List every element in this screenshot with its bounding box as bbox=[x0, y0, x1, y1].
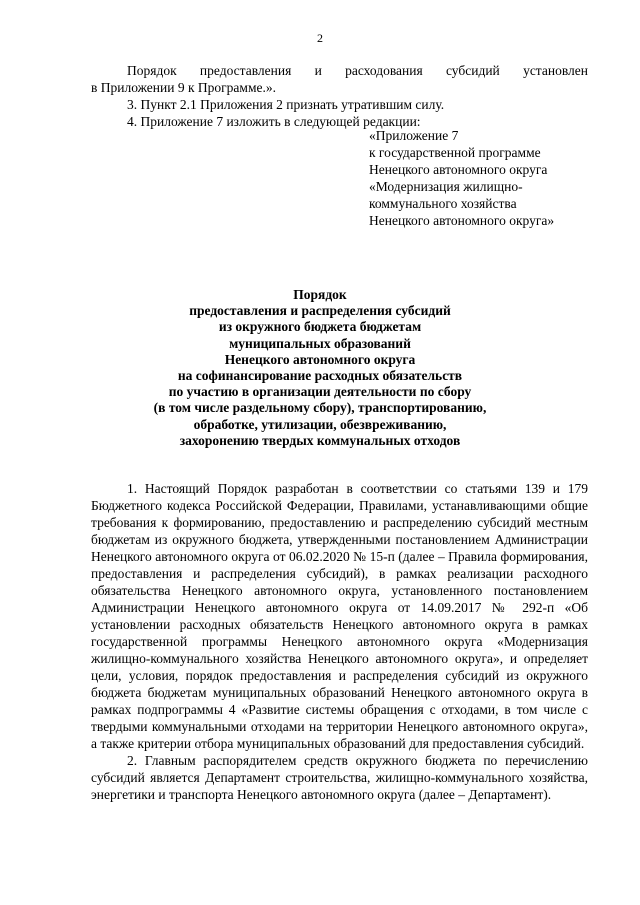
appendix-header-line: коммунального хозяйства bbox=[369, 196, 517, 211]
main-text bbox=[91, 480, 588, 803]
title-line: на софинансирование расходных обязательств bbox=[177, 368, 463, 384]
intro-line-2: в Приложении 9 к Программе.». bbox=[91, 80, 276, 95]
title-line: из окружного бюджета бюджетам bbox=[218, 319, 422, 335]
page-number: 2 bbox=[317, 31, 323, 45]
title-line: предоставления и распределения субсидий bbox=[189, 303, 451, 319]
appendix-header-line: к государственной программе bbox=[369, 145, 541, 160]
appendix-header-line: «Модернизация жилищно- bbox=[369, 179, 523, 194]
title-line: (в том числе раздельному сбору), транспортированию, bbox=[153, 400, 487, 416]
paragraph-1: 1. Настоящий Порядок разработан в соответствии со статьями 139 и 179 Бюджетного кодекса Российской Федерации, Правилами, устанавливающими общие требования к формированию, предоставлению и распределению субсидий местным бюджетам из окружного бюджета, утвержденными постановлением Администрации Ненецкого автономного округа от 06.02.2020 № 15-п (далее – Правила формирования, предоставления и распределения субсидий), в рамках реализации расходного обязательства Ненецкого автономного округа, установленного постановлением Администрации Ненецкого автономного округа от 14.09.2017 № 292-п «Об установлении расходных обязательств Ненецкого автономного округа в рамках государственной программы Ненецкого автономного округа «Модернизация жилищно-коммунального хозяйства Ненецкого автономного округа», и определяет цели, условия, порядок предоставления и распределения субсидий из окружного бюджета бюджетам муниципальных образований Ненецкого автономного округа в рамках подпрограммы 4 «Развитие системы обращения с отходами, в том числе с твердыми коммунальными отходами на территории Ненецкого автономного округа», а также критерии отбора муниципальных образований для предоставления субсидий. bbox=[91, 481, 588, 751]
title-line: захоронению твердых коммунальных отходов bbox=[179, 432, 461, 448]
intro-block bbox=[91, 62, 588, 130]
title-line: Ненецкого автономного округа bbox=[224, 351, 416, 367]
intro-item-3: 3. Пункт 2.1 Приложения 2 признать утратившим силу. bbox=[127, 97, 445, 112]
appendix-header bbox=[369, 127, 609, 229]
title-line: Порядок bbox=[293, 287, 347, 302]
paragraph-2: 2. Главным распорядителем средств окружного бюджета по перечислению субсидий является Департамент строительства, жилищно-коммунального хозяйства, энергетики и транспорта Ненецкого автономного округа (далее – Департамент). bbox=[91, 753, 588, 802]
title-line: обработке, утилизации, обезвреживанию, bbox=[193, 416, 447, 432]
appendix-header-line: Ненецкого автономного округа» bbox=[369, 213, 555, 228]
appendix-header-line: «Приложение 7 bbox=[369, 128, 459, 143]
title-line: муниципальных образований bbox=[229, 335, 411, 351]
document-title bbox=[0, 287, 640, 449]
intro-item-4: 4. Приложение 7 изложить в следующей редакции: bbox=[127, 114, 421, 129]
appendix-header-line: Ненецкого автономного округа bbox=[369, 162, 548, 177]
title-line: по участию в организации деятельности по сбору bbox=[168, 384, 472, 400]
intro-line-1: Порядок предоставления и расходования субсидий установлен bbox=[127, 63, 588, 78]
